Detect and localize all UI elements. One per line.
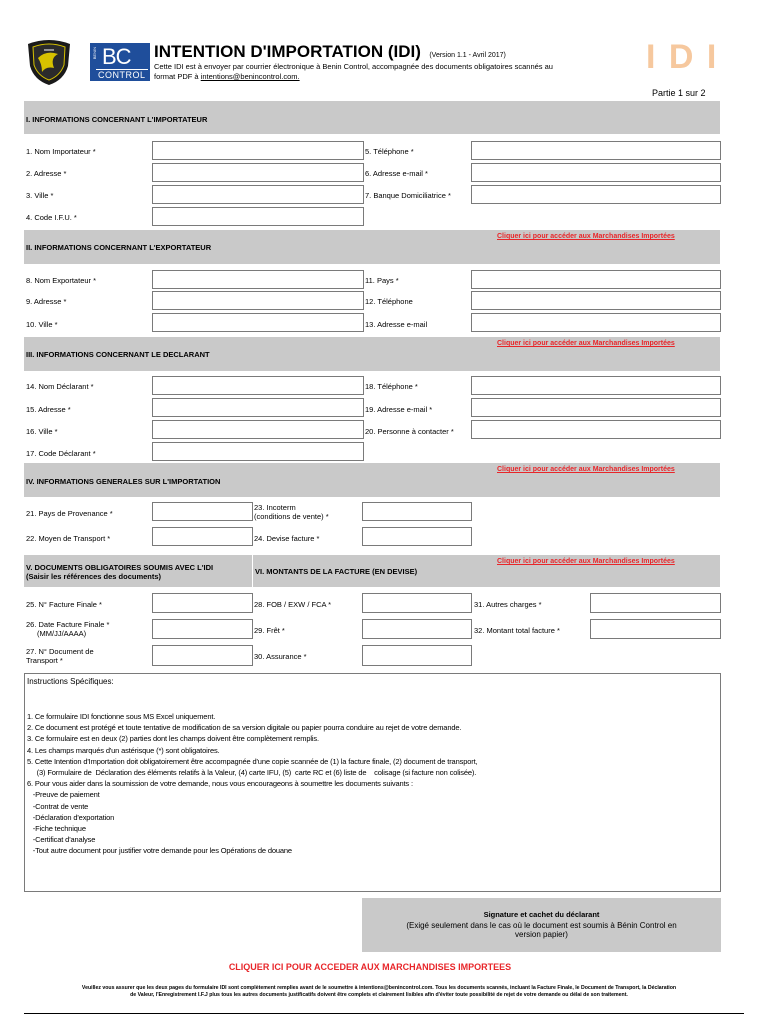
label-ville-importateur: 3. Ville * (26, 191, 54, 200)
input-email-importateur[interactable] (471, 163, 721, 182)
label-nom-exportateur: 8. Nom Exportateur * (26, 276, 97, 285)
label-incoterm-line2: (conditions de vente) * (254, 512, 329, 521)
subtitle-line2 (154, 72, 300, 81)
label-date-facture (26, 620, 109, 638)
instruction-line: 2. Ce document est protégé et toute tentative de modification de sa version digitale ou papier pourra conduire au rejet de votre demande. (27, 723, 462, 733)
input-ville-importateur[interactable] (152, 185, 364, 204)
section-2-title: II. INFORMATIONS CONCERNANT L'EXPORTATEUR (26, 243, 212, 252)
input-nom-exportateur[interactable] (152, 270, 364, 289)
subtitle-prefix: format PDF à (154, 72, 201, 81)
label-adresse-declarant: 15. Adresse * (26, 405, 71, 414)
input-nom-declarant[interactable] (152, 376, 364, 395)
label-date-facture-line1: 26. Date Facture Finale * (26, 620, 110, 629)
input-code-ifu[interactable] (152, 207, 364, 226)
section-1-title: I. INFORMATIONS CONCERNANT L'IMPORTATEUR (26, 115, 208, 124)
idi-mark: I D I (646, 38, 719, 76)
input-email-declarant[interactable] (471, 398, 721, 417)
instruction-line: (3) Formulaire de Déclaration des éléments relatifs à la Valeur, (4) carte IFU, (5) carte RC et (6) liste de colisage (si facture non colisée). (27, 768, 477, 778)
input-telephone-importateur[interactable] (471, 141, 721, 160)
input-ville-exportateur[interactable] (152, 313, 364, 332)
label-incoterm-line1: 23. Incoterm (254, 503, 296, 512)
input-autres-charges[interactable] (590, 593, 721, 613)
label-date-facture-line2: (MM/JJ/AAAA) (37, 629, 87, 638)
bc-logo-benin: BENIN (92, 47, 97, 60)
label-montant-total: 32. Montant total facture * (474, 626, 560, 635)
input-facture-finale[interactable] (152, 593, 253, 613)
label-incoterm (254, 503, 329, 521)
signature-box (362, 898, 721, 952)
label-email-exportateur: 13. Adresse e-mail (365, 320, 428, 329)
label-pays-provenance: 21. Pays de Provenance * (26, 509, 113, 518)
signature-note-1: (Exigé seulement dans le cas où le document est soumis à Bénin Control en (406, 921, 677, 930)
input-pays-exportateur[interactable] (471, 270, 721, 289)
label-devise-facture: 24. Devise facture * (254, 534, 320, 543)
label-moyen-transport: 22. Moyen de Transport * (26, 534, 111, 543)
input-ville-declarant[interactable] (152, 420, 364, 439)
bc-logo-control: CONTROL (98, 70, 146, 80)
instruction-line: -Déclaration d'exportation (27, 812, 115, 822)
section-3-title: III. INFORMATIONS CONCERNANT LE DECLARANT (26, 350, 210, 359)
footer-divider (24, 1013, 744, 1014)
link-marchandises-3[interactable]: Cliquer ici pour accéder aux Marchandises Importées (497, 466, 675, 473)
label-banque: 7. Banque Domiciliatrice * (365, 191, 451, 200)
label-assurance: 30. Assurance * (254, 652, 307, 661)
label-personne-contact: 20. Personne à contacter * (365, 427, 454, 436)
instruction-line: 5. Cette Intention d'Importation doit obligatoirement être accompagnée d'une copie scannée de (1) la facture finale, (2) document de transport, (27, 756, 478, 766)
input-banque[interactable] (471, 185, 721, 204)
link-marchandises-2[interactable]: Cliquer ici pour accéder aux Marchandises Importées (497, 340, 675, 347)
section-5-title: V. DOCUMENTS OBLIGATOIRES SOUMIS AVEC L'IDI (26, 563, 214, 572)
label-document-transport-line1: 27. N° Document de (26, 647, 94, 656)
label-email-importateur: 6. Adresse e-mail * (365, 169, 428, 178)
label-code-declarant: 17. Code Déclarant * (26, 449, 96, 458)
subtitle-line1: Cette IDI est à envoyer par courrier électronique à Benin Control, accompagnée des documents obligatoires scannés au (154, 62, 553, 71)
instruction-line: 6. Pour vous aider dans la soumission de votre demande, nous vous encourageons à soumettre les documents suivants : (27, 779, 413, 789)
input-date-facture[interactable] (152, 619, 253, 639)
instruction-line: -Fiche technique (27, 824, 86, 834)
label-facture-finale: 25. N° Facture Finale * (26, 600, 102, 609)
label-telephone-exportateur: 12. Téléphone (365, 297, 413, 306)
instruction-line: -Tout autre document pour justifier votre demande pour les Opérations de douane (27, 846, 292, 856)
link-marchandises-4[interactable]: Cliquer ici pour accéder aux Marchandises Importées (497, 558, 675, 565)
instruction-line: -Certificat d'analyse (27, 835, 96, 845)
instruction-line: 4. Les champs marqués d'un astérisque (*) sont obligatoires. (27, 745, 220, 755)
label-code-ifu: 4. Code I.F.U. * (26, 213, 77, 222)
footer-line-1: Veuillez vous assurer que les deux pages du formulaire IDI sont complètement remplies avant de le soumettre à intentions@benincontrol.com. Tous les documents scannés, incluant la Facture Finale, le Document de Transport, la Déclaration (81, 985, 677, 991)
label-ville-exportateur: 10. Ville * (26, 320, 58, 329)
label-fob: 28. FOB / EXW / FCA * (254, 600, 332, 609)
email-link[interactable]: intentions@benincontrol.com. (200, 72, 300, 81)
section-6-title: VI. MONTANTS DE LA FACTURE (EN DEVISE) (255, 567, 418, 576)
instructions-title: Instructions Spécifiques: (27, 677, 114, 686)
input-incoterm[interactable] (362, 502, 472, 521)
signature-note-2: version papier) (515, 930, 568, 939)
input-devise-facture[interactable] (362, 527, 472, 546)
label-document-transport-line2: Transport * (26, 656, 63, 665)
input-adresse-declarant[interactable] (152, 398, 364, 417)
label-nom-importateur: 1. Nom Importateur * (26, 147, 96, 156)
footer-line-2: de Valeur, l'Enregistrement I.F.J plus tous les autres documents justificatifs doivent être complets et clairement lisibles afin d'éviter toute possibilité de rejet de votre demande ou délai de son traitement. (130, 992, 628, 998)
input-code-declarant[interactable] (152, 442, 364, 461)
label-telephone-importateur: 5. Téléphone * (365, 147, 414, 156)
section-5-subtitle: (Saisir les références des documents) (26, 572, 162, 581)
input-fob[interactable] (362, 593, 472, 613)
instruction-line: 1. Ce formulaire IDI fonctionne sous MS Excel uniquement. (27, 712, 216, 721)
input-fret[interactable] (362, 619, 472, 639)
version-text: (Version 1.1 - Avril 2017) (429, 52, 506, 59)
input-nom-importateur[interactable] (152, 141, 364, 160)
input-adresse-importateur[interactable] (152, 163, 364, 182)
bc-logo-letters: BC (102, 44, 131, 69)
input-adresse-exportateur[interactable] (152, 291, 364, 310)
label-nom-declarant: 14. Nom Déclarant * (26, 382, 94, 391)
part-indicator: Partie 1 sur 2 (652, 88, 706, 98)
instructions-list (27, 711, 717, 857)
input-personne-contact[interactable] (471, 420, 721, 439)
input-email-exportateur[interactable] (471, 313, 721, 332)
label-email-declarant: 19. Adresse e-mail * (365, 405, 433, 414)
input-telephone-exportateur[interactable] (471, 291, 721, 310)
link-marchandises-1[interactable]: Cliquer ici pour accéder aux Marchandises Importées (497, 233, 675, 240)
crest-logo (24, 38, 74, 86)
input-pays-provenance[interactable] (152, 502, 253, 521)
label-fret: 29. Frêt * (254, 626, 285, 635)
label-document-transport (26, 647, 94, 665)
label-telephone-declarant: 18. Téléphone * (365, 382, 418, 391)
label-autres-charges: 31. Autres charges * (474, 600, 542, 609)
page-title (154, 42, 506, 62)
bc-logo (90, 43, 150, 81)
label-ville-declarant: 16. Ville * (26, 427, 58, 436)
input-moyen-transport[interactable] (152, 527, 253, 546)
input-document-transport[interactable] (152, 645, 253, 666)
label-adresse-importateur: 2. Adresse * (26, 169, 67, 178)
instruction-line: -Contrat de vente (27, 801, 89, 811)
instruction-line: 3. Ce formulaire est en deux (2) parties dont les champs doivent être complètement remplis. (27, 734, 319, 744)
instruction-line: -Preuve de paiement (27, 790, 100, 800)
title-text: INTENTION D'IMPORTATION (IDI) (154, 42, 421, 61)
footer-note (28, 985, 730, 999)
section-4-title: IV. INFORMATIONS GENERALES SUR L'IMPORTATION (26, 477, 221, 486)
label-adresse-exportateur: 9. Adresse * (26, 297, 67, 306)
cta-marchandises-link[interactable]: CLIQUER ICI POUR ACCEDER AUX MARCHANDISES IMPORTEES (228, 962, 512, 972)
input-telephone-declarant[interactable] (471, 376, 721, 395)
input-montant-total[interactable] (590, 619, 721, 639)
signature-title: Signature et cachet du déclarant (483, 910, 600, 919)
input-assurance[interactable] (362, 645, 472, 666)
label-pays-exportateur: 11. Pays * (365, 276, 399, 285)
